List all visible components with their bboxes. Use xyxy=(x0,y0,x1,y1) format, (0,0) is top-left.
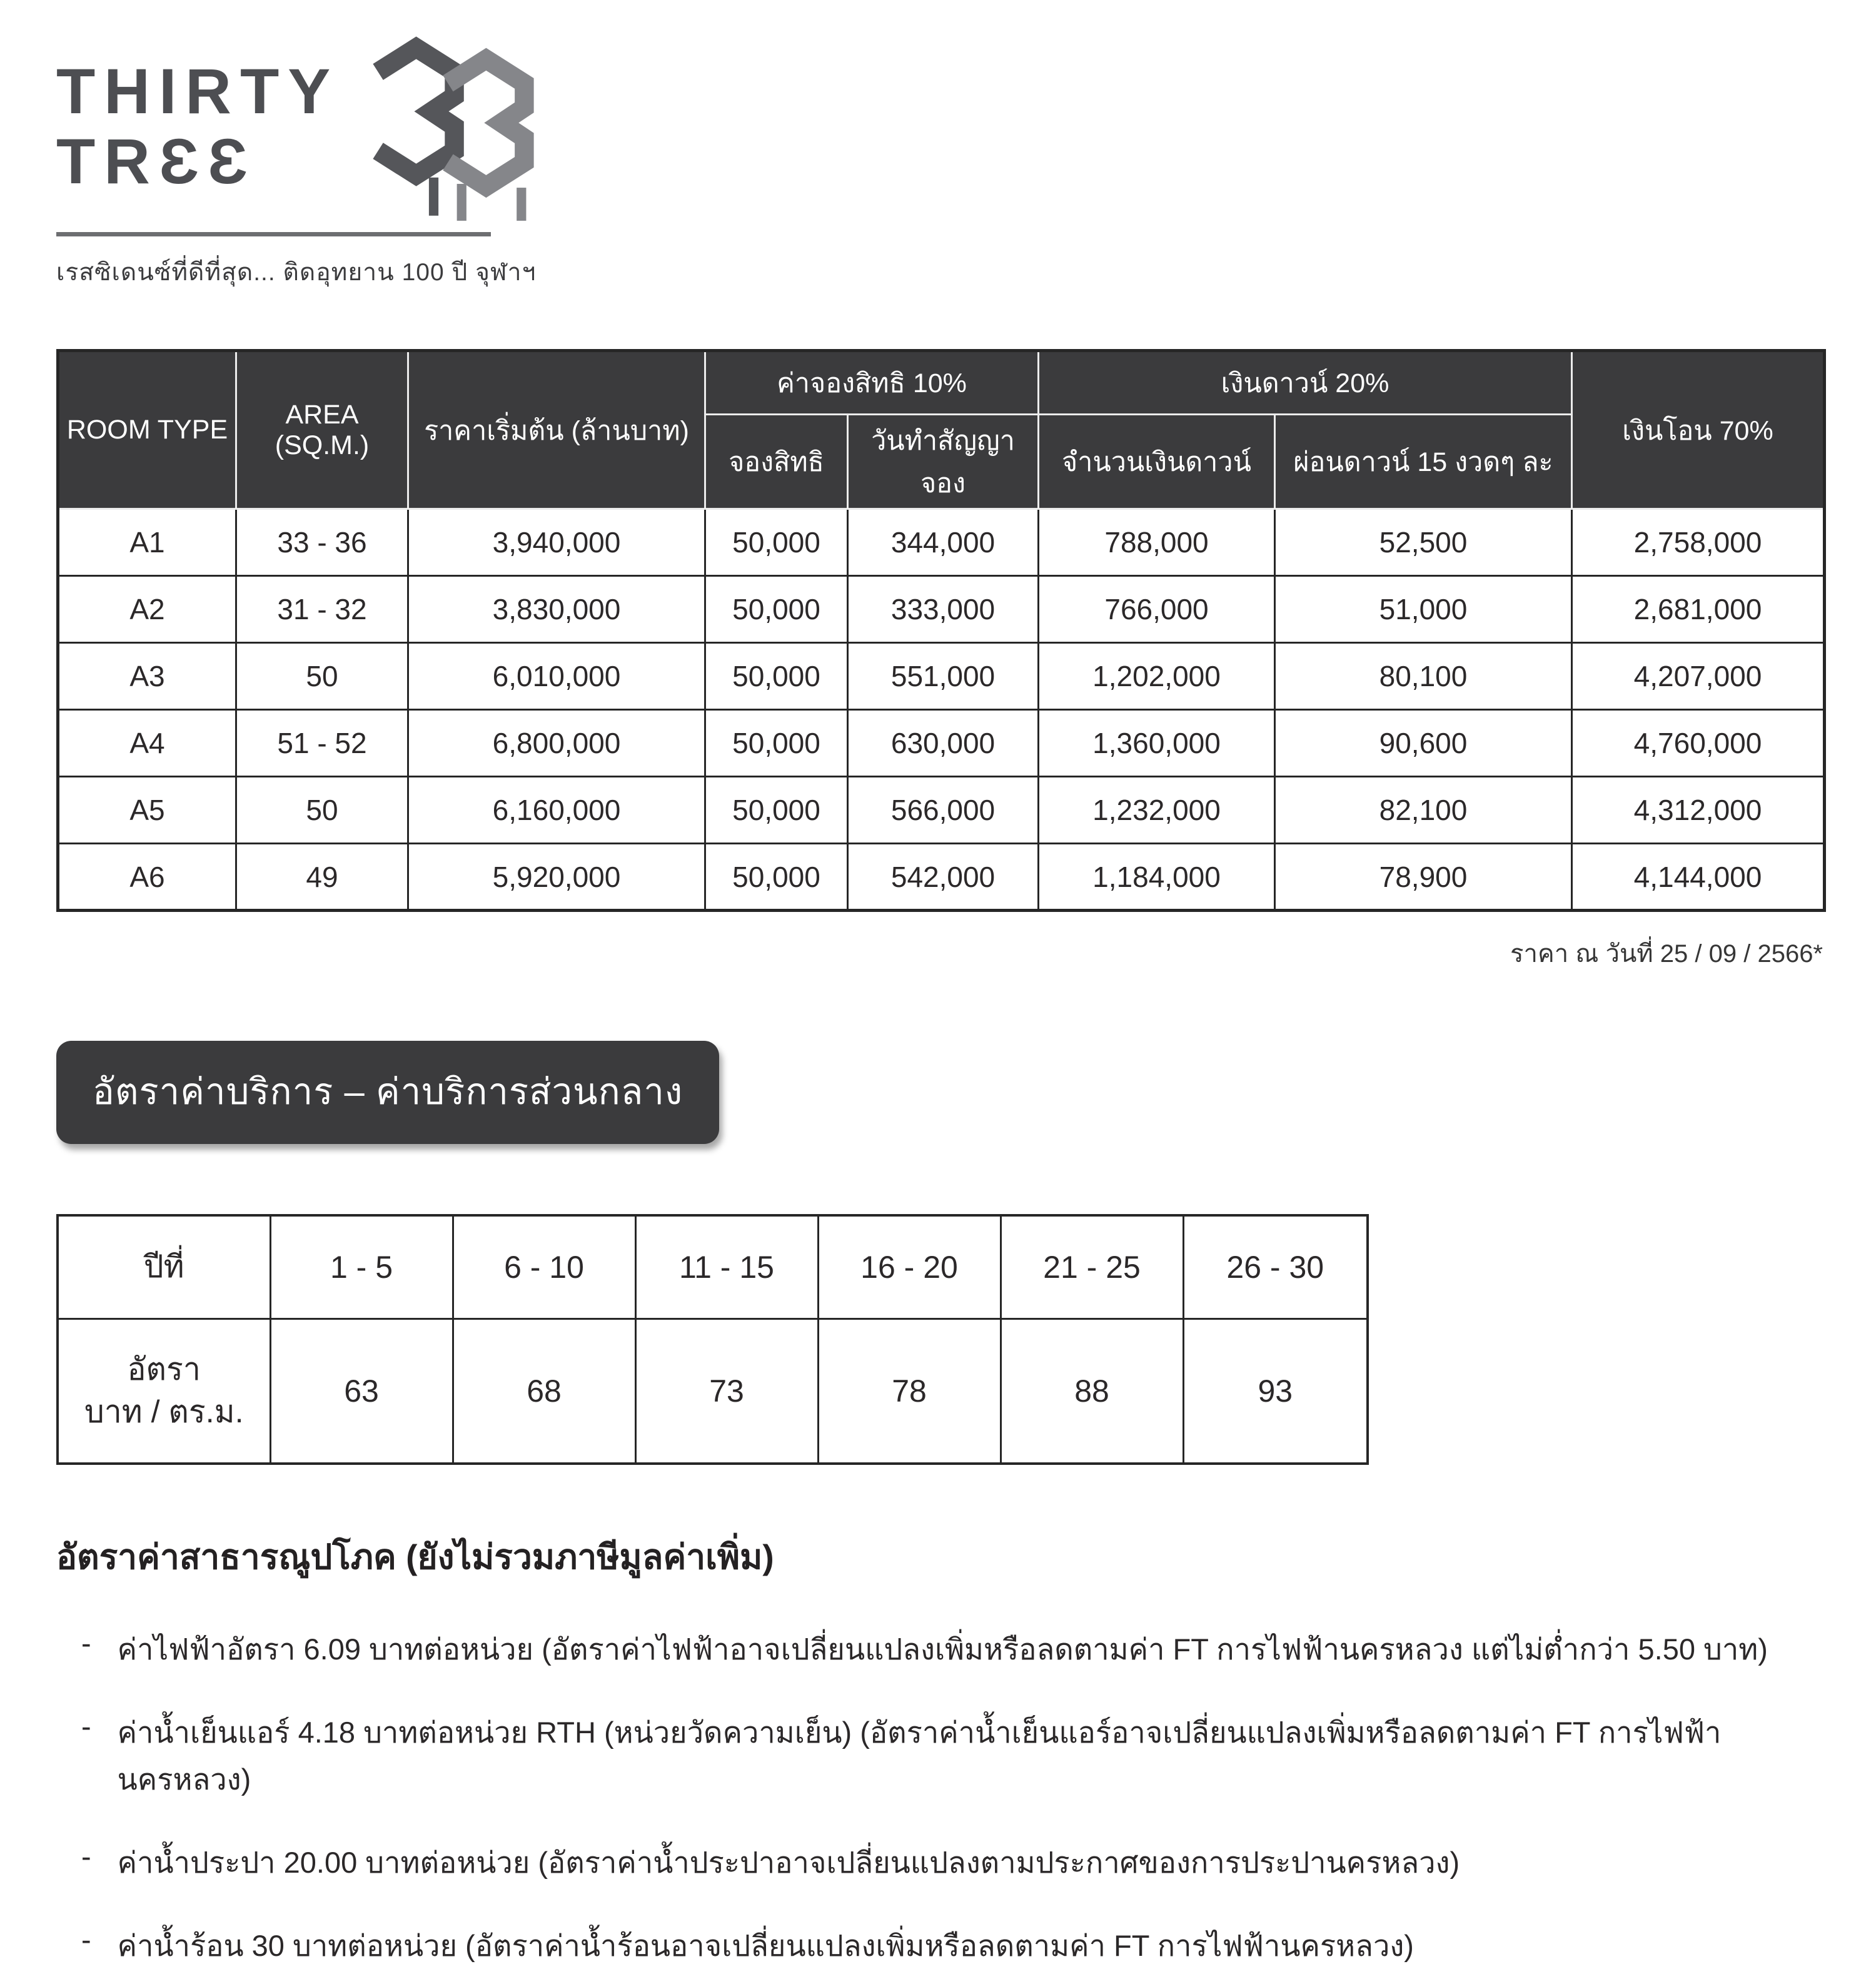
price-table-section xyxy=(56,349,1823,973)
logo-title-line2: TRƐƐ xyxy=(56,126,256,198)
cell-price: 3,940,000 xyxy=(408,509,705,576)
service-rate-value: 73 xyxy=(635,1319,818,1464)
cell-transfer: 4,760,000 xyxy=(1572,710,1825,777)
cell-installment: 78,900 xyxy=(1275,844,1572,911)
price-row-a6 xyxy=(58,844,1825,911)
logo-divider xyxy=(56,232,491,236)
cell-room: A1 xyxy=(58,509,236,576)
cell-area: 49 xyxy=(236,844,408,911)
price-row-a2 xyxy=(58,576,1825,643)
utility-item-electricity xyxy=(56,1626,1823,1673)
service-year-range: 11 - 15 xyxy=(635,1215,818,1319)
service-rate-value: 88 xyxy=(1001,1319,1183,1464)
cell-room: A2 xyxy=(58,576,236,643)
header-start-price: ราคาเริ่มต้น (ล้านบาท) xyxy=(408,351,705,509)
header-transfer: เงินโอน 70% xyxy=(1572,351,1825,509)
cell-booking: 50,000 xyxy=(705,643,848,710)
cell-contract: 542,000 xyxy=(848,844,1039,911)
logo-title-line1: THIRTY xyxy=(56,56,340,127)
utilities-heading: อัตราค่าสาธารณูปโภค (ยังไม่รวมภาษีมูลค่าเพิ่ม) xyxy=(56,1537,774,1576)
price-date-note: ราคา ณ วันที่ 25 / 09 / 2566* xyxy=(1510,940,1823,968)
dash-bullet-icon: - xyxy=(81,1840,91,1873)
header-down-group: เงินดาวน์ 20% xyxy=(1039,351,1572,415)
price-row-a1 xyxy=(58,509,1825,576)
cell-down: 788,000 xyxy=(1039,509,1275,576)
cell-installment: 82,100 xyxy=(1275,777,1572,844)
service-year-range: 26 - 30 xyxy=(1183,1215,1368,1319)
service-year-range: 16 - 20 xyxy=(818,1215,1001,1319)
utility-text: ค่าไฟฟ้าอัตรา 6.09 บาทต่อหน่วย (อัตราค่าไฟฟ้าอาจเปลี่ยนแปลงเพิ่มหรือลดตามค่า FT การไฟฟ้านครหลวง แต่ไม่ต่ำกว่า 5.50 บาท) xyxy=(117,1632,1768,1666)
service-rate-row xyxy=(58,1319,1368,1464)
cell-price: 6,800,000 xyxy=(408,710,705,777)
service-rate-value: 93 xyxy=(1183,1319,1368,1464)
logo-tagline: เรสซิเดนซ์ที่ดีที่สุด... ติดอุทยาน 100 ปี จุฬาฯ xyxy=(56,259,537,286)
price-table xyxy=(56,349,1826,912)
service-rate-value: 68 xyxy=(453,1319,635,1464)
cell-price: 5,920,000 xyxy=(408,844,705,911)
header-down-amount: จำนวนเงินดาวน์ xyxy=(1039,415,1275,509)
cell-down: 1,184,000 xyxy=(1039,844,1275,911)
service-year-range: 21 - 25 xyxy=(1001,1215,1183,1319)
cell-contract: 551,000 xyxy=(848,643,1039,710)
dash-bullet-icon: - xyxy=(81,1626,91,1659)
service-rate-value: 63 xyxy=(270,1319,453,1464)
service-rate-label-line2: บาท / ตร.ม. xyxy=(84,1394,244,1429)
header-down-installment: ผ่อนดาวน์ 15 งวดๆ ละ xyxy=(1275,415,1572,509)
cell-booking: 50,000 xyxy=(705,777,848,844)
cell-booking: 50,000 xyxy=(705,576,848,643)
cell-transfer: 4,144,000 xyxy=(1572,844,1825,911)
cell-contract: 333,000 xyxy=(848,576,1039,643)
utility-item-tap-water xyxy=(56,1839,1823,1886)
cell-transfer: 2,758,000 xyxy=(1572,509,1825,576)
cell-area: 51 - 52 xyxy=(236,710,408,777)
utility-text: ค่าน้ำร้อน 30 บาทต่อหน่วย (อัตราค่าน้ำร้อนอาจเปลี่ยนแปลงเพิ่มหรือลดตามค่า FT การไฟฟ้านครหลวง) xyxy=(117,1929,1414,1962)
header-room-type: ROOM TYPE xyxy=(58,351,236,509)
cell-installment: 90,600 xyxy=(1275,710,1572,777)
cell-installment: 51,000 xyxy=(1275,576,1572,643)
cell-installment: 52,500 xyxy=(1275,509,1572,576)
cell-price: 6,010,000 xyxy=(408,643,705,710)
service-rate-value: 78 xyxy=(818,1319,1001,1464)
price-row-a3 xyxy=(58,643,1825,710)
cell-price: 6,160,000 xyxy=(408,777,705,844)
cell-contract: 630,000 xyxy=(848,710,1039,777)
cell-down: 766,000 xyxy=(1039,576,1275,643)
price-table-header-row-1 xyxy=(58,351,1825,415)
cell-area: 50 xyxy=(236,777,408,844)
logo-wordmark xyxy=(56,56,339,196)
service-year-range: 1 - 5 xyxy=(270,1215,453,1319)
cell-booking: 50,000 xyxy=(705,710,848,777)
cell-room: A6 xyxy=(58,844,236,911)
logo-33-icon xyxy=(360,33,545,223)
dash-bullet-icon: - xyxy=(81,1923,91,1956)
cell-installment: 80,100 xyxy=(1275,643,1572,710)
service-rate-label-line1: อัตรา xyxy=(127,1352,201,1387)
cell-room: A5 xyxy=(58,777,236,844)
cell-area: 31 - 32 xyxy=(236,576,408,643)
service-rate-label xyxy=(58,1319,270,1464)
header-contract-date: วันทำสัญญาจอง xyxy=(848,415,1039,509)
cell-price: 3,830,000 xyxy=(408,576,705,643)
cell-booking: 50,000 xyxy=(705,844,848,911)
service-year-label: ปีที่ xyxy=(58,1215,270,1319)
cell-contract: 344,000 xyxy=(848,509,1039,576)
service-fee-badge: อัตราค่าบริการ – ค่าบริการส่วนกลาง xyxy=(56,1041,719,1144)
utility-item-hot-water xyxy=(56,1922,1823,1969)
service-year-range: 6 - 10 xyxy=(453,1215,635,1319)
cell-transfer: 4,312,000 xyxy=(1572,777,1825,844)
cell-down: 1,202,000 xyxy=(1039,643,1275,710)
cell-room: A4 xyxy=(58,710,236,777)
cell-down: 1,360,000 xyxy=(1039,710,1275,777)
header-booking-group: ค่าจองสิทธิ 10% xyxy=(705,351,1039,415)
price-row-a5 xyxy=(58,777,1825,844)
price-row-a4 xyxy=(58,710,1825,777)
cell-transfer: 2,681,000 xyxy=(1572,576,1825,643)
service-year-row xyxy=(58,1215,1368,1319)
service-fee-table xyxy=(56,1214,1369,1465)
cell-transfer: 4,207,000 xyxy=(1572,643,1825,710)
cell-down: 1,232,000 xyxy=(1039,777,1275,844)
utility-text: ค่าน้ำเย็นแอร์ 4.18 บาทต่อหน่วย RTH (หน่วยวัดความเย็น) (อัตราค่าน้ำเย็นแอร์อาจเปลี่ยนแปลงเพิ่มหรือลดตามค่า FT การไฟฟ้านครหลวง) xyxy=(117,1716,1722,1796)
utilities-list xyxy=(56,1626,1823,1969)
cell-area: 33 - 36 xyxy=(236,509,408,576)
logo-row xyxy=(56,33,1823,223)
utility-text: ค่าน้ำประปา 20.00 บาทต่อหน่วย (อัตราค่าน้ำประปาอาจเปลี่ยนแปลงตามประกาศของการประปานครหลวง) xyxy=(117,1846,1460,1879)
dash-bullet-icon: - xyxy=(81,1709,91,1743)
utility-item-chilled-water xyxy=(56,1709,1823,1803)
cell-contract: 566,000 xyxy=(848,777,1039,844)
cell-booking: 50,000 xyxy=(705,509,848,576)
header-booking: จองสิทธิ xyxy=(705,415,848,509)
cell-room: A3 xyxy=(58,643,236,710)
header-area: AREA (SQ.M.) xyxy=(236,351,408,509)
cell-area: 50 xyxy=(236,643,408,710)
logo-section xyxy=(56,33,1823,291)
